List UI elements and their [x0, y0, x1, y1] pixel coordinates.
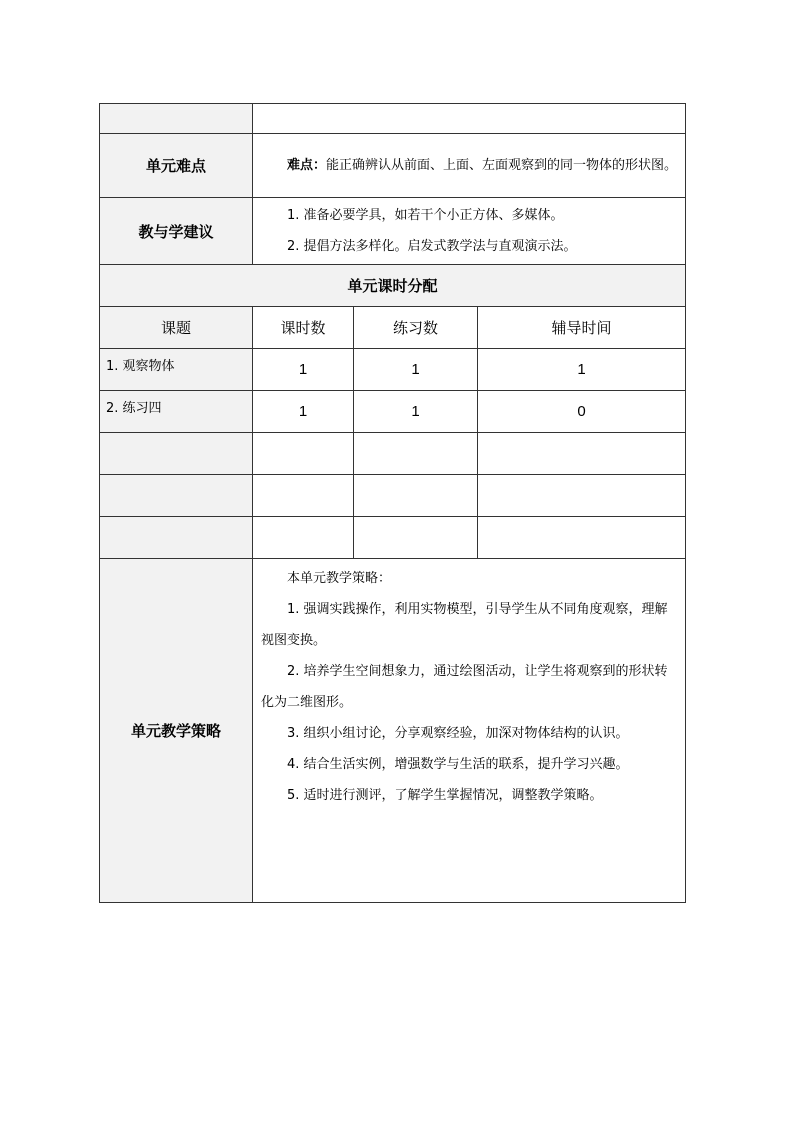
empty-cell	[100, 475, 253, 517]
strategy-label: 单元教学策略	[100, 559, 253, 903]
difficulty-row	[100, 134, 686, 198]
advice-row	[100, 198, 686, 265]
hours-cell: 1	[253, 391, 354, 433]
column-header-hours: 课时数	[253, 307, 354, 349]
tutoring-cell: 1	[478, 349, 686, 391]
exercises-cell: 1	[354, 391, 478, 433]
empty-cell	[253, 517, 354, 559]
table-row	[100, 349, 686, 391]
advice-item: 2. 提倡方法多样化。启发式教学法与直观演示法。	[287, 239, 577, 254]
difficulty-text: 能正确辨认从前面、上面、左面观察到的同一物体的形状图。	[326, 158, 678, 173]
empty-cell	[478, 475, 686, 517]
empty-table-row	[100, 433, 686, 475]
column-header-tutoring: 辅导时间	[478, 307, 686, 349]
allocation-title-row	[100, 265, 686, 307]
empty-table-row	[100, 475, 686, 517]
blank-top-row	[100, 104, 686, 134]
empty-cell	[253, 433, 354, 475]
topic-cell: 1. 观察物体	[100, 349, 253, 391]
strategy-item: 1. 强调实践操作，利用实物模型，引导学生从不同角度观察，理解视图变换。	[261, 602, 668, 648]
strategy-item: 4. 结合生活实例，增强数学与生活的联系，提升学习兴趣。	[287, 757, 629, 772]
empty-cell	[100, 433, 253, 475]
empty-cell	[354, 517, 478, 559]
empty-cell	[478, 433, 686, 475]
difficulty-lead: 难点：	[287, 158, 327, 173]
blank-content-cell	[253, 104, 686, 134]
strategy-item: 5. 适时进行测评，了解学生掌握情况，调整教学策略。	[287, 788, 603, 803]
empty-cell	[253, 475, 354, 517]
column-header-topic: 课题	[100, 307, 253, 349]
allocation-header-row	[100, 307, 686, 349]
difficulty-label: 单元难点	[100, 134, 253, 198]
empty-cell	[354, 433, 478, 475]
column-header-exercises: 练习数	[354, 307, 478, 349]
topic-cell: 2. 练习四	[100, 391, 253, 433]
strategy-intro: 本单元教学策略：	[287, 571, 392, 586]
blank-label-cell	[100, 104, 253, 134]
strategy-item: 2. 培养学生空间想象力，通过绘图活动，让学生将观察到的形状转化为二维图形。	[261, 664, 668, 710]
empty-cell	[478, 517, 686, 559]
table-row	[100, 391, 686, 433]
hours-cell: 1	[253, 349, 354, 391]
empty-table-row	[100, 517, 686, 559]
advice-item: 1. 准备必要学具，如若干个小正方体、多媒体。	[287, 208, 564, 223]
strategy-row	[100, 559, 686, 903]
advice-label: 教与学建议	[100, 198, 253, 265]
difficulty-content	[253, 134, 686, 198]
exercises-cell: 1	[354, 349, 478, 391]
strategy-item: 3. 组织小组讨论，分享观察经验，加深对物体结构的认识。	[287, 726, 629, 741]
strategy-content	[253, 559, 686, 903]
empty-cell	[354, 475, 478, 517]
tutoring-cell: 0	[478, 391, 686, 433]
unit-plan-table	[99, 103, 686, 903]
advice-content	[253, 198, 686, 265]
empty-cell	[100, 517, 253, 559]
allocation-title: 单元课时分配	[100, 265, 686, 307]
